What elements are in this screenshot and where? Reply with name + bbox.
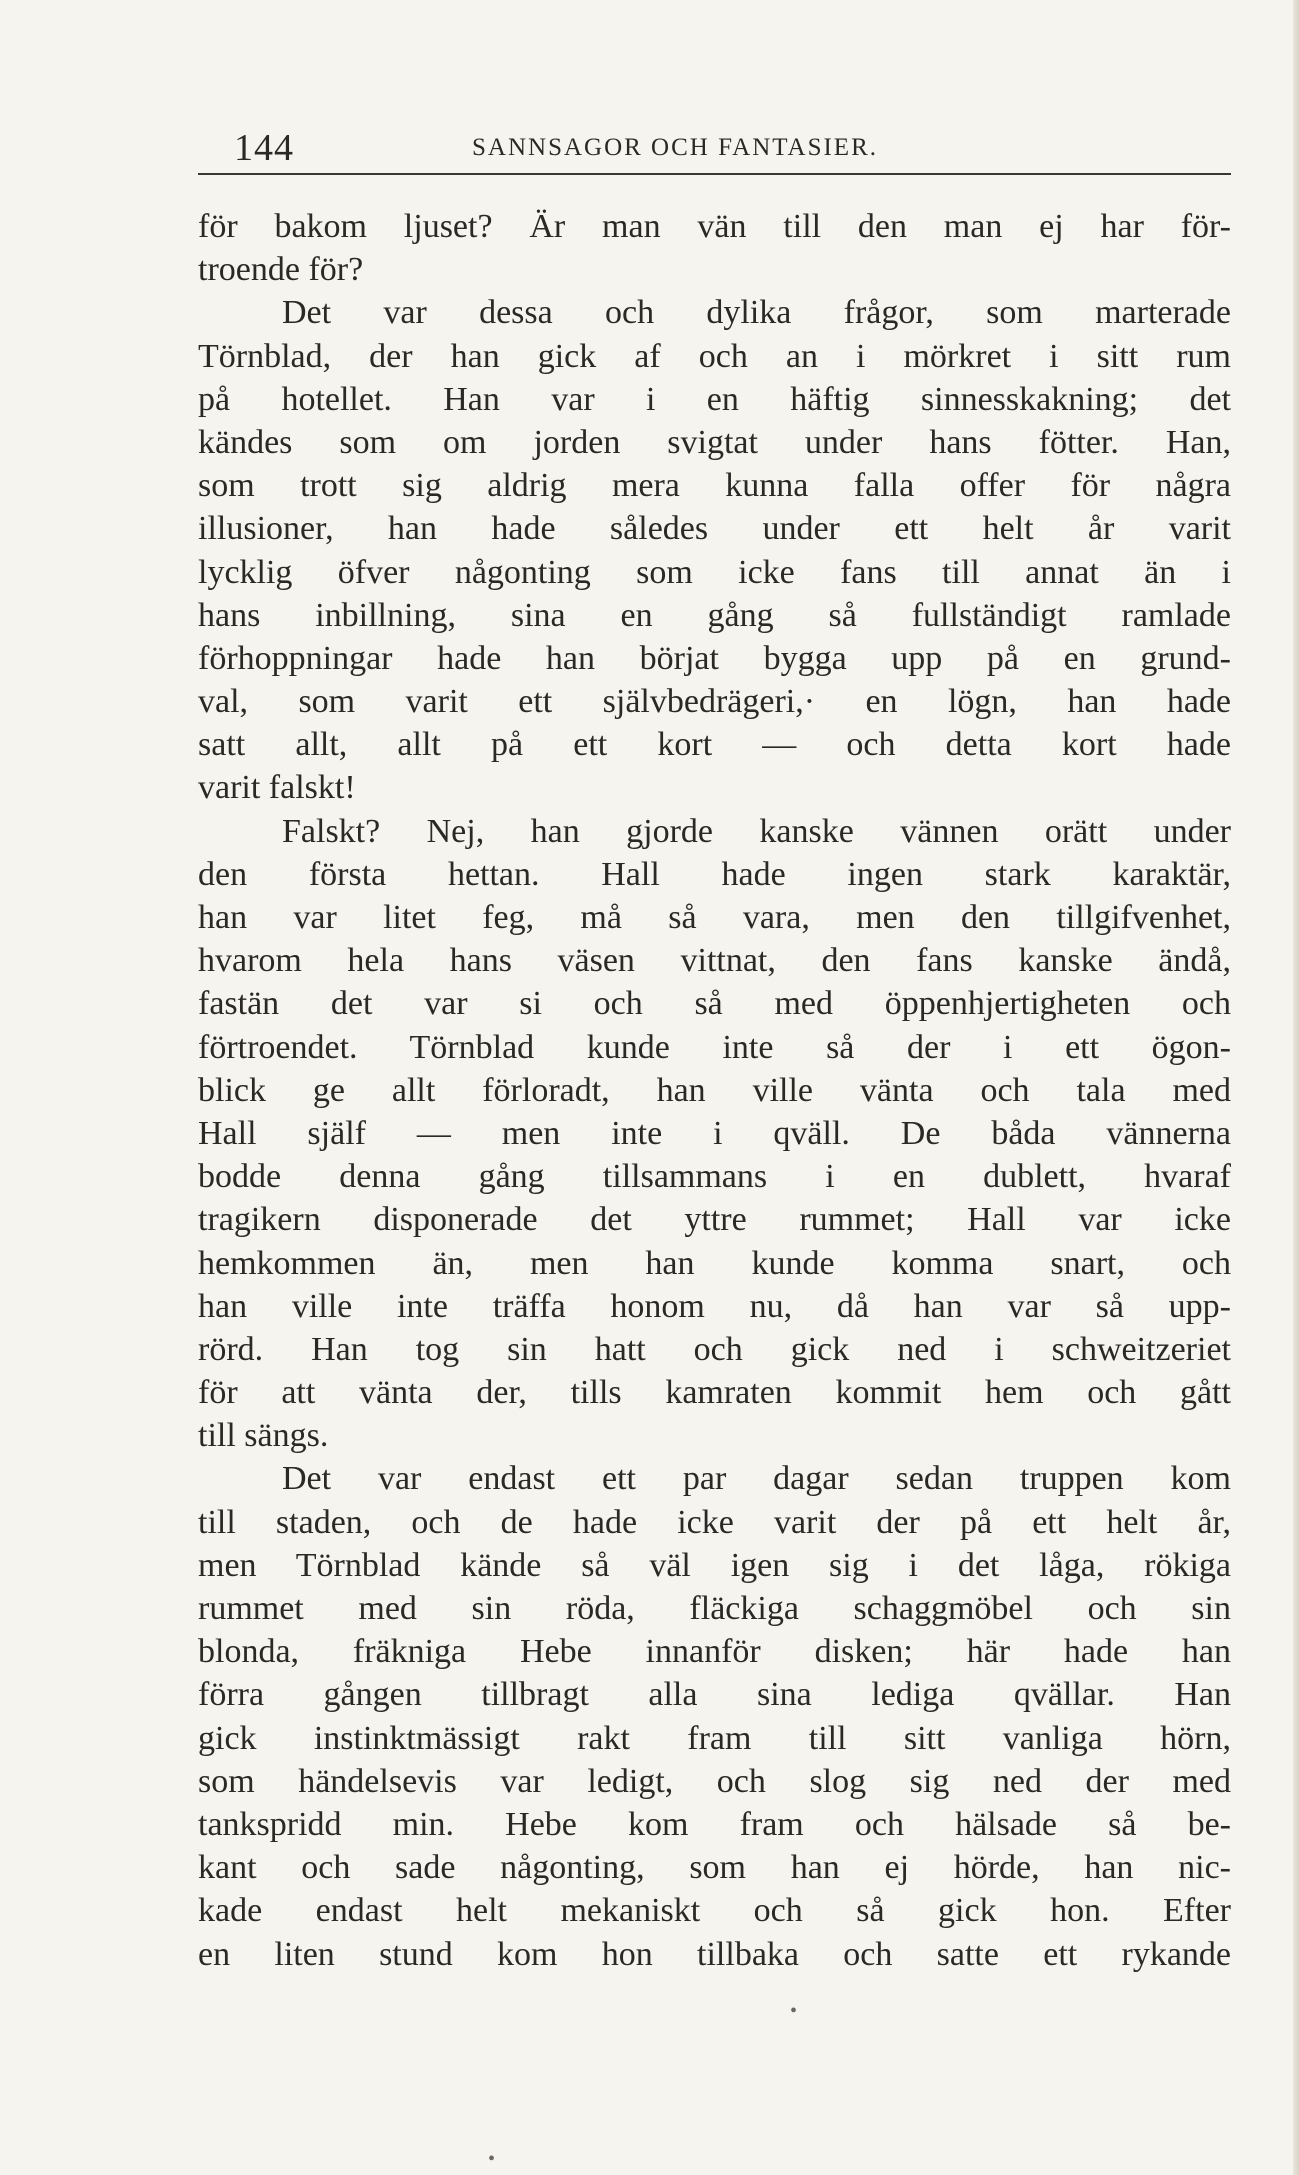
text-line: en liten stund kom hon tillbaka och satte ett rykande xyxy=(198,1935,1231,1973)
text-line: val, som varit ett självbedrägeri,· en lögn, han hade xyxy=(198,683,1231,721)
running-head xyxy=(198,122,1231,174)
text-line: blonda, fräkniga Hebe innanför disken; här hade han xyxy=(198,1633,1231,1671)
text-line: som trott sig aldrig mera kunna falla offer för några xyxy=(198,467,1231,505)
print-speck: • xyxy=(488,2148,496,2170)
text-line: till sängs. xyxy=(198,1417,329,1455)
text-line: men Törnblad kände så väl igen sig i det låga, rökiga xyxy=(198,1546,1231,1584)
page-edge xyxy=(1293,0,1299,2175)
text-line: förra gången tillbragt alla sina lediga qvällar. Han xyxy=(198,1676,1231,1714)
text-line: kade endast helt mekaniskt och så gick hon. Efter xyxy=(198,1892,1231,1930)
text-line: rummet med sin röda, fläckiga schaggmöbel och sin xyxy=(198,1590,1231,1627)
text-line: fastän det var si och så med öppenhjertigheten och xyxy=(198,985,1231,1023)
text-line: rörd. Han tog sin hatt och gick ned i schweitzeriet xyxy=(198,1330,1231,1368)
text-line: hvarom hela hans väsen vittnat, den fans kanske ändå, xyxy=(198,942,1231,980)
text-line: troende för? xyxy=(198,251,364,289)
text-line: Det var dessa och dylika frågor, som marterade xyxy=(282,294,1231,332)
text-line: som händelsevis var ledigt, och slog sig ned der med xyxy=(198,1762,1231,1800)
text-line: varit falskt! xyxy=(198,769,356,807)
body-text xyxy=(198,205,1231,1976)
text-line: han ville inte träffa honom nu, då han var så upp- xyxy=(198,1287,1231,1325)
text-line: hans inbillning, sina en gång så fullständigt ramlade xyxy=(198,596,1231,634)
text-line: satt allt, allt på ett kort — och detta kort hade xyxy=(198,726,1231,764)
page-number: 144 xyxy=(234,127,294,169)
text-line: för att vänta der, tills kamraten kommit hem och gått xyxy=(198,1374,1231,1412)
text-line: till staden, och de hade icke varit der på ett helt år, xyxy=(198,1503,1231,1541)
text-line: blick ge allt förloradt, han ville vänta och tala med xyxy=(198,1071,1231,1109)
text-line: Falskt? Nej, han gjorde kanske vännen orätt under xyxy=(282,812,1231,850)
text-line: på hotellet. Han var i en häftig sinnesskakning; det xyxy=(198,380,1231,418)
text-line: hemkommen än, men han kunde komma snart, och xyxy=(198,1244,1231,1282)
text-line: förhoppningar hade han börjat bygga upp på en grund- xyxy=(198,639,1231,677)
text-line: Törnblad, der han gick af och an i mörkret i sitt rum xyxy=(198,337,1231,375)
text-line: den första hettan. Hall hade ingen stark karaktär, xyxy=(198,855,1231,893)
text-line: kant och sade någonting, som han ej hörde, han nic- xyxy=(198,1849,1231,1887)
text-line: tragikern disponerade det yttre rummet; Hall var icke xyxy=(198,1201,1231,1239)
text-line: kändes som om jorden svigtat under hans fötter. Han, xyxy=(198,423,1231,461)
text-line: Det var endast ett par dagar sedan truppen kom xyxy=(282,1460,1231,1498)
text-line: tankspridd min. Hebe kom fram och hälsade så be- xyxy=(198,1805,1231,1843)
print-speck: • xyxy=(790,2000,798,2022)
text-line: lycklig öfver någonting som icke fans till annat än i xyxy=(198,553,1231,591)
text-line: gick instinktmässigt rakt fram till sitt vanliga hörn, xyxy=(198,1719,1231,1757)
text-line: förtroendet. Törnblad kunde inte så der i ett ögon- xyxy=(198,1028,1231,1066)
running-title: SANNSAGOR OCH FANTASIER. xyxy=(472,134,878,161)
text-line: han var litet feg, må så vara, men den tillgifvenhet, xyxy=(198,899,1231,936)
text-line: Hall själf — men inte i qväll. De båda vännerna xyxy=(198,1114,1231,1152)
text-line: illusioner, han hade således under ett helt år varit xyxy=(198,510,1231,548)
text-line: bodde denna gång tillsammans i en dublett, hvaraf xyxy=(198,1158,1231,1196)
header-rule xyxy=(198,173,1231,175)
text-line: för bakom ljuset? Är man vän till den man ej har för- xyxy=(198,208,1231,245)
